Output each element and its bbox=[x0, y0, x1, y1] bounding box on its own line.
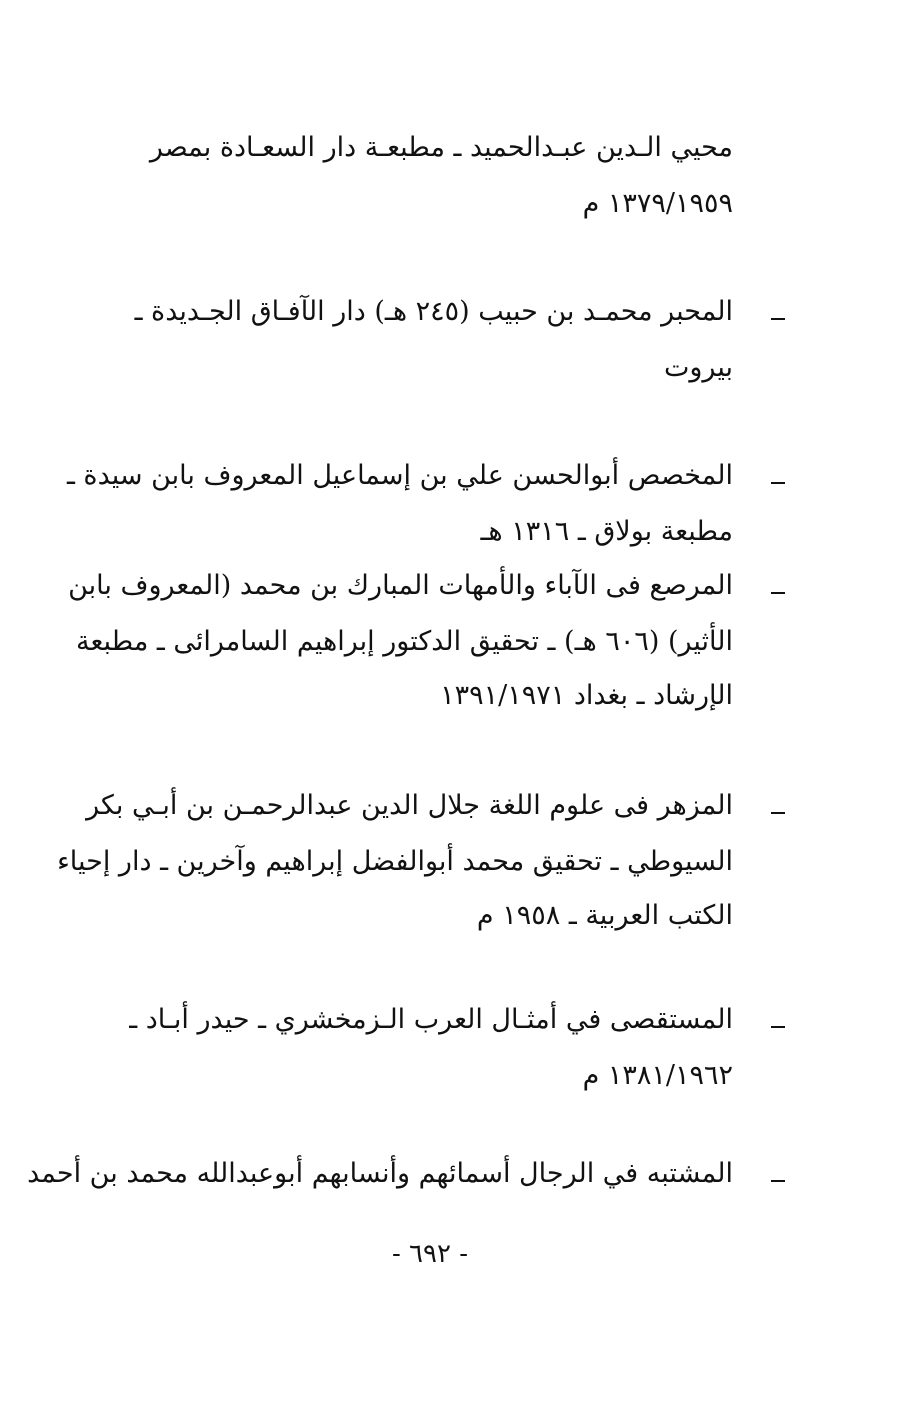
page-number: - ٦٩٢ - bbox=[391, 1239, 469, 1269]
entry-5-line-1: المستقصى في أمثـال العرب الـزمخشري ـ حيدر أبـاد ـ bbox=[129, 1004, 733, 1035]
intro-line-1: محيي الـدين عبـدالحميد ـ مطبعـة دار السعـادة بمصر bbox=[149, 132, 733, 163]
entry-2-line-2: مطبعة بولاق ـ ١٣١٦ هـ bbox=[480, 516, 733, 547]
entry-3-line-3: الإرشاد ـ بغداد ١٣٩١/١٩٧١ bbox=[440, 680, 733, 711]
entry-bullet-dash bbox=[771, 592, 785, 594]
entry-4-line-3: الكتب العربية ـ ١٩٥٨ م bbox=[476, 900, 733, 931]
entry-bullet-dash bbox=[771, 318, 785, 320]
entry-5-line-2: ١٣٨١/١٩٦٢ م bbox=[582, 1060, 733, 1091]
entry-4-line-2: السيوطي ـ تحقيق محمد أبوالفضل إبراهيم وآخرين ـ دار إحياء bbox=[57, 846, 733, 877]
entry-4-line-1: المزهر فى علوم اللغة جلال الدين عبدالرحمـن بن أبـي بكر bbox=[86, 790, 733, 821]
entry-bullet-dash bbox=[771, 1026, 785, 1028]
entry-1-line-2: بيروت bbox=[663, 352, 733, 383]
entry-1-line-1: المحبر محمـد بن حبيب (٢٤٥ هـ) دار الآفـاق الجـديدة ـ bbox=[134, 296, 733, 327]
intro-line-2: ١٣٧٩/١٩٥٩ م bbox=[582, 188, 733, 219]
entry-bullet-dash bbox=[771, 482, 785, 484]
entry-bullet-dash bbox=[771, 1180, 785, 1182]
entry-2-line-1: المخصص أبوالحسن علي بن إسماعيل المعروف بابن سيدة ـ bbox=[66, 460, 733, 491]
entry-bullet-dash bbox=[771, 812, 785, 814]
entry-6-line-1: المشتبه في الرجال أسمائهم وأنسابهم أبوعبدالله محمد بن أحمد bbox=[27, 1158, 733, 1189]
entry-3-line-2: الأثير) (٦٠٦ هـ) ـ تحقيق الدكتور إبراهيم السامرائى ـ مطبعة bbox=[76, 626, 733, 657]
entry-3-line-1: المرصع فى الآباء والأمهات المبارك بن محمد (المعروف بابن bbox=[68, 570, 733, 601]
